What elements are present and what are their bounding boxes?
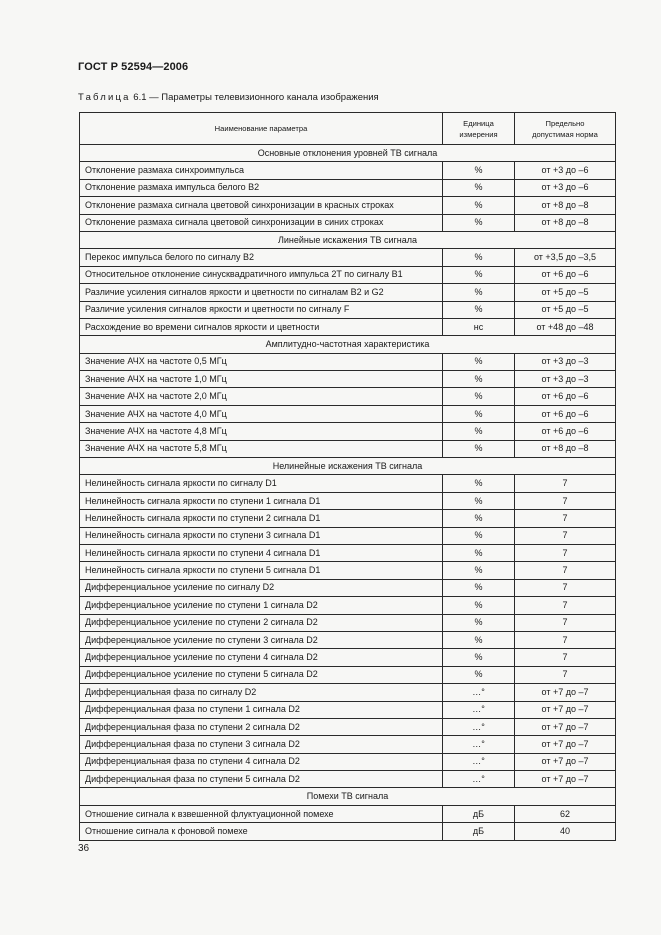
section-row bbox=[80, 788, 616, 805]
parameter-name-cell: Значение АЧХ на частоте 0,5 МГц bbox=[80, 353, 443, 370]
norm-cell: 7 bbox=[515, 510, 616, 527]
section-row bbox=[80, 145, 616, 162]
parameter-name-cell: Значение АЧХ на частоте 5,8 МГц bbox=[80, 440, 443, 457]
unit-cell: % bbox=[443, 371, 515, 388]
unit-cell: % bbox=[443, 562, 515, 579]
unit-cell: % bbox=[443, 649, 515, 666]
table-caption-label: Таблица bbox=[78, 92, 131, 103]
table-row bbox=[80, 492, 616, 509]
unit-cell: …° bbox=[443, 718, 515, 735]
parameter-name-cell: Нелинейность сигнала яркости по ступени 2 сигнала D1 bbox=[80, 510, 443, 527]
parameter-name-cell: Дифференциальная фаза по ступени 1 сигнала D2 bbox=[80, 701, 443, 718]
table-row bbox=[80, 214, 616, 231]
parameter-name-cell: Перекос импульса белого по сигналу В2 bbox=[80, 249, 443, 266]
table-row bbox=[80, 597, 616, 614]
table-row bbox=[80, 510, 616, 527]
parameter-name-cell: Дифференциальная фаза по сигналу D2 bbox=[80, 684, 443, 701]
unit-cell: …° bbox=[443, 684, 515, 701]
norm-cell: от +7 до –7 bbox=[515, 736, 616, 753]
standard-title: ГОСТ Р 52594—2006 bbox=[78, 61, 189, 73]
norm-cell: 7 bbox=[515, 492, 616, 509]
parameter-name-cell: Различие усиления сигналов яркости и цветности по сигналам В2 и G2 bbox=[80, 284, 443, 301]
table-row bbox=[80, 631, 616, 648]
table-row bbox=[80, 805, 616, 822]
parameter-name-cell: Дифференциальное усиление по ступени 2 сигнала D2 bbox=[80, 614, 443, 631]
section-row bbox=[80, 458, 616, 475]
parameter-name-cell: Отклонение размаха импульса белого В2 bbox=[80, 179, 443, 196]
table-caption bbox=[78, 92, 379, 103]
table-row bbox=[80, 249, 616, 266]
unit-cell: % bbox=[443, 423, 515, 440]
norm-cell: 7 bbox=[515, 597, 616, 614]
table-header-row bbox=[80, 113, 616, 145]
parameter-name-cell: Дифференциальное усиление по ступени 5 сигнала D2 bbox=[80, 666, 443, 683]
norm-cell: от +8 до –8 bbox=[515, 197, 616, 214]
section-title: Основные отклонения уровней ТВ сигнала bbox=[80, 145, 616, 162]
unit-cell: % bbox=[443, 614, 515, 631]
norm-cell: от +48 до –48 bbox=[515, 318, 616, 335]
parameter-name-cell: Дифференциальное усиление по сигналу D2 bbox=[80, 579, 443, 596]
norm-cell: от +7 до –7 bbox=[515, 718, 616, 735]
parameter-name-cell: Отношение сигнала к взвешенной флуктуационной помехе bbox=[80, 805, 443, 822]
header-norm bbox=[515, 113, 616, 145]
norm-cell: 7 bbox=[515, 562, 616, 579]
unit-cell: % bbox=[443, 179, 515, 196]
unit-cell: % bbox=[443, 214, 515, 231]
unit-cell: % bbox=[443, 353, 515, 370]
table-row bbox=[80, 388, 616, 405]
table-row bbox=[80, 701, 616, 718]
unit-cell: …° bbox=[443, 736, 515, 753]
unit-cell: дБ bbox=[443, 823, 515, 840]
parameter-name-cell: Дифференциальное усиление по ступени 3 сигнала D2 bbox=[80, 631, 443, 648]
norm-cell: от +8 до –8 bbox=[515, 440, 616, 457]
table-row bbox=[80, 197, 616, 214]
table-row bbox=[80, 562, 616, 579]
unit-cell: …° bbox=[443, 701, 515, 718]
header-norm-line2: допустимая норма bbox=[532, 129, 598, 139]
table-row bbox=[80, 318, 616, 335]
parameter-name-cell: Значение АЧХ на частоте 2,0 МГц bbox=[80, 388, 443, 405]
norm-cell: 7 bbox=[515, 579, 616, 596]
table-row bbox=[80, 179, 616, 196]
norm-cell: от +7 до –7 bbox=[515, 684, 616, 701]
parameters-table bbox=[79, 112, 616, 841]
unit-cell: % bbox=[443, 631, 515, 648]
norm-cell: 7 bbox=[515, 631, 616, 648]
unit-cell: % bbox=[443, 266, 515, 283]
parameter-name-cell: Отклонение размаха сигнала цветовой синхронизации в синих строках bbox=[80, 214, 443, 231]
unit-cell: % bbox=[443, 301, 515, 318]
parameter-name-cell: Дифференциальная фаза по ступени 4 сигнала D2 bbox=[80, 753, 443, 770]
norm-cell: от +3 до –6 bbox=[515, 162, 616, 179]
table-row bbox=[80, 440, 616, 457]
table-row bbox=[80, 718, 616, 735]
norm-cell: от +6 до –6 bbox=[515, 405, 616, 422]
norm-cell: от +8 до –8 bbox=[515, 214, 616, 231]
norm-cell: 7 bbox=[515, 614, 616, 631]
parameter-name-cell: Расхождение во времени сигналов яркости и цветности bbox=[80, 318, 443, 335]
norm-cell: 40 bbox=[515, 823, 616, 840]
norm-cell: от +6 до –6 bbox=[515, 266, 616, 283]
norm-cell: от +3,5 до –3,5 bbox=[515, 249, 616, 266]
table-row bbox=[80, 823, 616, 840]
unit-cell: % bbox=[443, 284, 515, 301]
unit-cell: % bbox=[443, 579, 515, 596]
parameter-name-cell: Отклонение размаха синхроимпульса bbox=[80, 162, 443, 179]
section-title: Амплитудно-частотная характеристика bbox=[80, 336, 616, 353]
table-row bbox=[80, 753, 616, 770]
unit-cell: % bbox=[443, 597, 515, 614]
unit-cell: % bbox=[443, 510, 515, 527]
header-norm-line1: Предельно bbox=[545, 118, 585, 128]
section-row bbox=[80, 231, 616, 248]
table-body bbox=[80, 145, 616, 841]
header-unit bbox=[443, 113, 515, 145]
parameter-name-cell: Различие усиления сигналов яркости и цветности по сигналу F bbox=[80, 301, 443, 318]
section-title: Помехи ТВ сигнала bbox=[80, 788, 616, 805]
table-row bbox=[80, 544, 616, 561]
norm-cell: от +7 до –7 bbox=[515, 753, 616, 770]
unit-cell: …° bbox=[443, 753, 515, 770]
norm-cell: 7 bbox=[515, 475, 616, 492]
unit-cell: …° bbox=[443, 771, 515, 788]
table-row bbox=[80, 162, 616, 179]
unit-cell: % bbox=[443, 544, 515, 561]
parameter-name-cell: Отклонение размаха сигнала цветовой синхронизации в красных строках bbox=[80, 197, 443, 214]
norm-cell: от +3 до –3 bbox=[515, 371, 616, 388]
norm-cell: от +5 до –5 bbox=[515, 301, 616, 318]
table-row bbox=[80, 649, 616, 666]
unit-cell: % bbox=[443, 527, 515, 544]
norm-cell: от +7 до –7 bbox=[515, 771, 616, 788]
parameter-name-cell: Дифференциальное усиление по ступени 1 сигнала D2 bbox=[80, 597, 443, 614]
table-row bbox=[80, 475, 616, 492]
table-row bbox=[80, 266, 616, 283]
unit-cell: % bbox=[443, 440, 515, 457]
page-number: 36 bbox=[78, 843, 90, 854]
unit-cell: % bbox=[443, 492, 515, 509]
parameter-name-cell: Отношение сигнала к фоновой помехе bbox=[80, 823, 443, 840]
table-row bbox=[80, 527, 616, 544]
parameter-name-cell: Значение АЧХ на частоте 4,0 МГц bbox=[80, 405, 443, 422]
section-row bbox=[80, 336, 616, 353]
table-row bbox=[80, 423, 616, 440]
parameter-name-cell: Нелинейность сигнала яркости по ступени 4 сигнала D1 bbox=[80, 544, 443, 561]
table-row bbox=[80, 579, 616, 596]
table-row bbox=[80, 301, 616, 318]
section-title: Линейные искажения ТВ сигнала bbox=[80, 231, 616, 248]
parameter-name-cell: Дифференциальное усиление по ступени 4 сигнала D2 bbox=[80, 649, 443, 666]
parameter-name-cell: Дифференциальная фаза по ступени 3 сигнала D2 bbox=[80, 736, 443, 753]
norm-cell: от +3 до –6 bbox=[515, 179, 616, 196]
parameter-name-cell: Относительное отклонение синусквадратичного импульса 2T по сигналу В1 bbox=[80, 266, 443, 283]
parameter-name-cell: Нелинейность сигнала яркости по ступени 3 сигнала D1 bbox=[80, 527, 443, 544]
norm-cell: 62 bbox=[515, 805, 616, 822]
parameter-name-cell: Значение АЧХ на частоте 4,8 МГц bbox=[80, 423, 443, 440]
table-row bbox=[80, 284, 616, 301]
table-row bbox=[80, 736, 616, 753]
norm-cell: 7 bbox=[515, 666, 616, 683]
table-row bbox=[80, 684, 616, 701]
table-row bbox=[80, 371, 616, 388]
section-title: Нелинейные искажения ТВ сигнала bbox=[80, 458, 616, 475]
norm-cell: от +6 до –6 bbox=[515, 388, 616, 405]
table-row bbox=[80, 771, 616, 788]
parameter-name-cell: Нелинейность сигнала яркости по ступени 1 сигнала D1 bbox=[80, 492, 443, 509]
unit-cell: % bbox=[443, 475, 515, 492]
header-unit-line2: измерения bbox=[459, 129, 498, 139]
unit-cell: % bbox=[443, 388, 515, 405]
unit-cell: % bbox=[443, 162, 515, 179]
norm-cell: 7 bbox=[515, 527, 616, 544]
unit-cell: % bbox=[443, 249, 515, 266]
norm-cell: от +5 до –5 bbox=[515, 284, 616, 301]
unit-cell: % bbox=[443, 405, 515, 422]
norm-cell: 7 bbox=[515, 649, 616, 666]
header-unit-line1: Единица bbox=[463, 118, 494, 128]
norm-cell: от +7 до –7 bbox=[515, 701, 616, 718]
parameter-name-cell: Нелинейность сигнала яркости по ступени 5 сигнала D1 bbox=[80, 562, 443, 579]
parameter-name-cell: Дифференциальная фаза по ступени 2 сигнала D2 bbox=[80, 718, 443, 735]
table-row bbox=[80, 666, 616, 683]
unit-cell: дБ bbox=[443, 805, 515, 822]
table-row bbox=[80, 614, 616, 631]
table-row bbox=[80, 353, 616, 370]
parameter-name-cell: Нелинейность сигнала яркости по сигналу D1 bbox=[80, 475, 443, 492]
norm-cell: от +3 до –3 bbox=[515, 353, 616, 370]
unit-cell: % bbox=[443, 197, 515, 214]
parameter-name-cell: Дифференциальная фаза по ступени 5 сигнала D2 bbox=[80, 771, 443, 788]
unit-cell: % bbox=[443, 666, 515, 683]
header-parameter-name: Наименование параметра bbox=[80, 113, 443, 145]
table-caption-text: 6.1 — Параметры телевизионного канала изображения bbox=[133, 92, 379, 103]
parameter-name-cell: Значение АЧХ на частоте 1,0 МГц bbox=[80, 371, 443, 388]
unit-cell: нс bbox=[443, 318, 515, 335]
table-row bbox=[80, 405, 616, 422]
norm-cell: 7 bbox=[515, 544, 616, 561]
norm-cell: от +6 до –6 bbox=[515, 423, 616, 440]
